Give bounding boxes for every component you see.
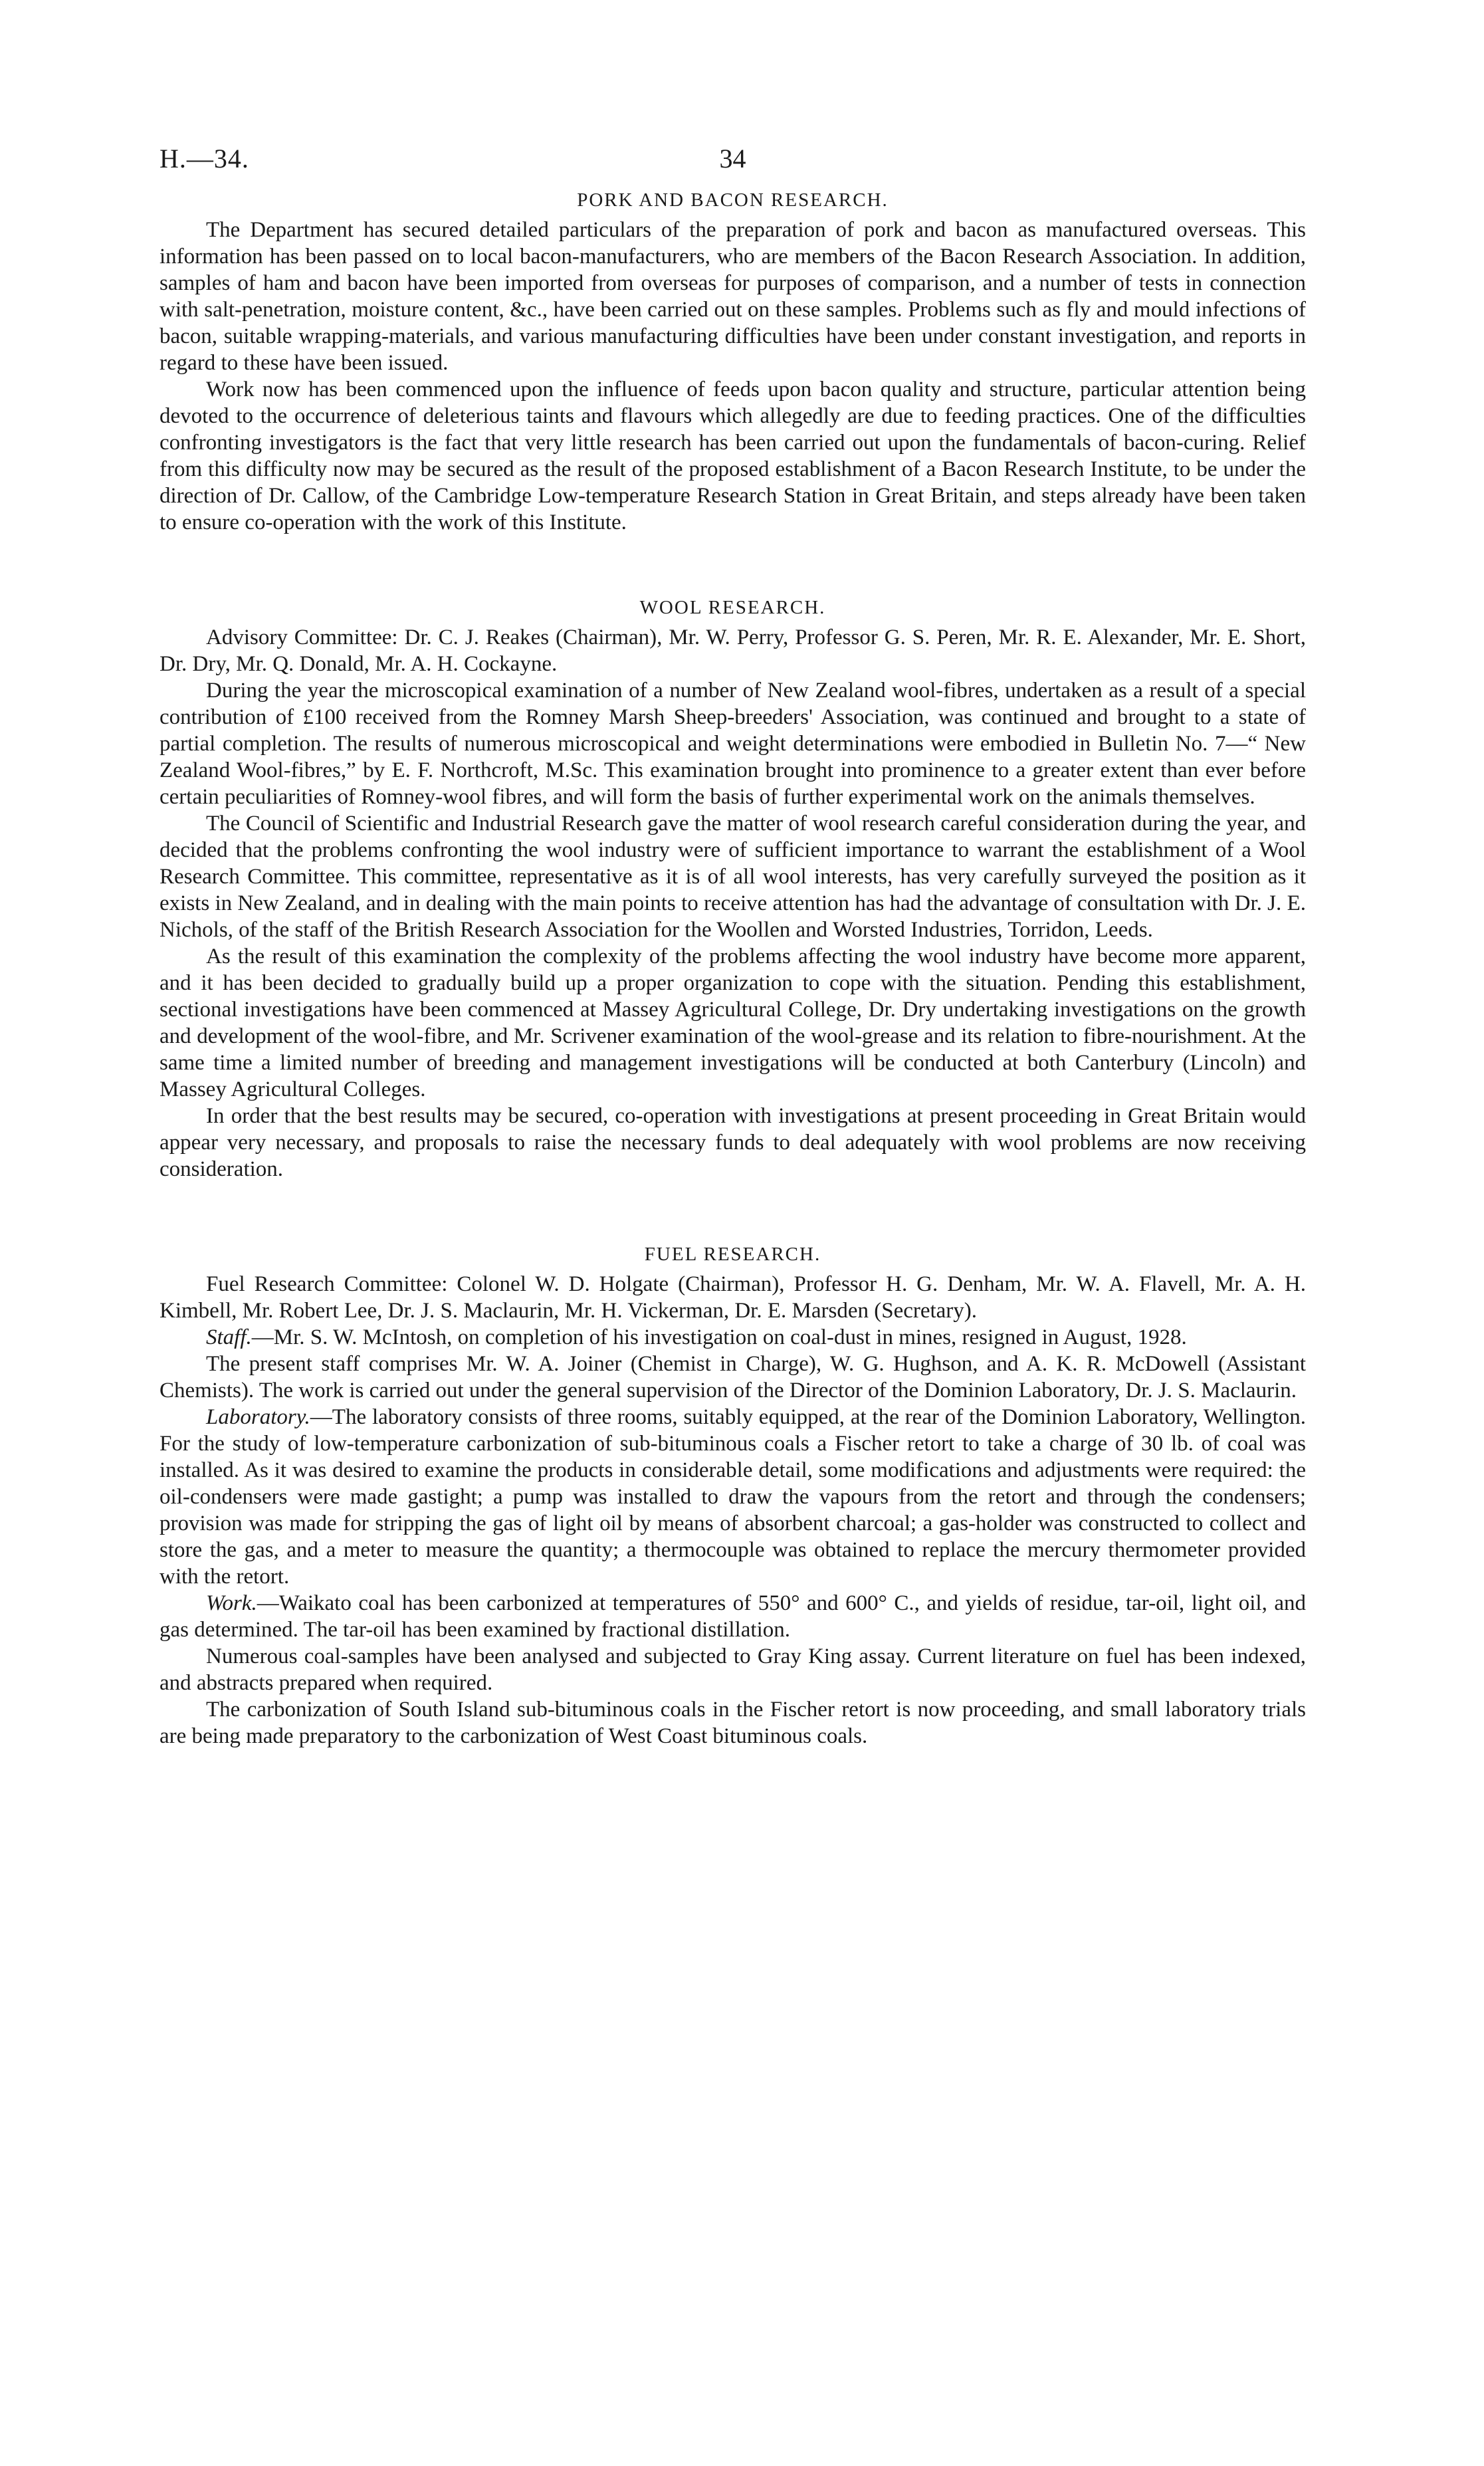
document-page xyxy=(159,143,1306,1749)
section-title-fuel: FUEL RESEARCH. xyxy=(644,1244,821,1265)
laboratory-text: —The laboratory consists of three rooms, suitably equipped, at the rear of the Dominion Laboratory, Wellington. For the study of low-temperature carbonization of sub-bituminous coals a Fischer retort to take a charge of 30 lb. of coal was installed. As it was desired to examine the products in considerable detail, some modifications and adjustments were required: the oil-condensers were made gastight; a pump was installed to draw the vapours from the retort and through the condensers; provision was made for stripping the gas of light oil by means of absorbent charcoal; a gas-holder was constructed to collect and store the gas, and a meter to measure the quantity; a thermocouple was obtained to replace the mercury thermometer provided with the retort. xyxy=(159,1405,1306,1589)
paragraph-present-staff: The present staff comprises Mr. W. A. Joiner (Chemist in Charge), W. G. Hughson, and A. K. R. McDowell (Assistant Chemists). The work is carried out under the general supervision of the Director of the Dominion Laboratory, Dr. J. S. Maclaurin. xyxy=(159,1352,1306,1402)
paragraph-advisory-committee: Advisory Committee: Dr. C. J. Reakes (Chairman), Mr. W. Perry, Professor G. S. Peren, Mr. R. E. Alexander, Mr. E. Short, Dr. Dry, Mr. Q. Donald, Mr. A. H. Cockayne. xyxy=(159,625,1306,676)
paragraph-fuel-committee: Fuel Research Committee: Colonel W. D. Holgate (Chairman), Professor H. G. Denham, Mr. W. A. Flavell, Mr. A. H. Kimbell, Mr. Robert Lee, Dr. J. S. Maclaurin, Mr. H. Vickerman, Dr. E. Marsden (Secretary). xyxy=(159,1272,1306,1323)
paragraph: In order that the best results may be secured, co-operation with investigations at present proceeding in Great Britain would appear very necessary, and proposals to raise the necessary funds to deal adequately with wool problems are now receiving consideration. xyxy=(159,1104,1306,1181)
section-title-pork-bacon: PORK AND BACON RESEARCH. xyxy=(577,189,889,211)
paragraph-laboratory xyxy=(159,1404,1306,1590)
paragraph-staff xyxy=(159,1324,1306,1351)
lead-work: Work. xyxy=(206,1591,257,1615)
lead-staff: Staff. xyxy=(206,1325,252,1349)
section-pork-bacon xyxy=(159,189,1306,536)
page-number: 34 xyxy=(719,144,746,173)
paragraph: The Council of Scientific and Industrial Research gave the matter of wool research careful consideration during the year, and decided that the problems confronting the wool industry were of sufficient importance to warrant the establishment of a Wool Research Committee. This committee, representative as it is of all wool interests, has very carefully surveyed the position as it exists in New Zealand, and in dealing with the main points to receive attention has had the advantage of consultation with Dr. J. E. Nichols, of the staff of the British Research Association for the Woollen and Worsted Industries, Torridon, Leeds. xyxy=(159,812,1306,942)
paragraph-samples: Numerous coal-samples have been analysed and subjected to Gray King assay. Current literature on fuel has been indexed, and abstracts prepared when required. xyxy=(159,1644,1306,1695)
paragraph: The Department has secured detailed particulars of the preparation of pork and bacon as manufactured overseas. This information has been passed on to local bacon-manufacturers, who are members of the Bacon Research Association. In addition, samples of ham and bacon have been imported from overseas for purposes of comparison, and a number of tests in connection with salt-penetration, moisture content, &c., have been carried out on these samples. Problems such as fly and mould infections of bacon, suitable wrapping-materials, and various manufacturing difficulties have been under constant investigation, and reports in regard to these have been issued. xyxy=(159,218,1306,375)
paragraph-carbonization: The carbonization of South Island sub-bituminous coals in the Fischer retort is now proceeding, and small laboratory trials are being made preparatory to the carbonization of West Coast bituminous coals. xyxy=(159,1698,1306,1748)
work-text: —Waikato coal has been carbonized at temperatures of 550° and 600° C., and yields of residue, tar-oil, light oil, and gas determined. The tar-oil has been examined by fractional distillation. xyxy=(159,1591,1306,1642)
paragraph: As the result of this examination the complexity of the problems affecting the wool industry have become more apparent, and it has been decided to gradually build up a proper organization to cope with the situation. Pending this establishment, sectional investigations have been commenced at Massey Agricultural College, Dr. Dry undertaking investigations on the growth and development of the wool-fibre, and Mr. Scrivener examination of the wool-grease and its relation to fibre-nourishment. At the same time a limited number of breeding and management investigations will be conducted at both Canterbury (Lincoln) and Massey Agricultural Colleges. xyxy=(159,945,1306,1101)
lead-laboratory: Laboratory. xyxy=(206,1405,310,1429)
paragraph: During the year the microscopical examination of a number of New Zealand wool-fibres, undertaken as a result of a special contribution of £100 received from the Romney Marsh Sheep-breeders' Association, was continued and brought to a state of partial completion. The results of numerous microscopical and weight determinations were embodied in Bulletin No. 7—“ New Zealand Wool-fibres,” by E. F. Northcroft, M.Sc. This examination brought into prominence to a greater extent than ever before certain peculiarities of Romney-wool fibres, and will form the basis of further experimental work on the animals themselves. xyxy=(159,679,1306,809)
paragraph-work xyxy=(159,1590,1306,1643)
paragraph: Work now has been commenced upon the influence of feeds upon bacon quality and structure, particular attention being devoted to the occurrence of deleterious taints and flavours which allegedly are due to feeding practices. One of the difficulties confronting investigators is the fact that very little research has been carried out upon the fundamentals of bacon-curing. Relief from this difficulty now may be secured as the result of the proposed establishment of a Bacon Research Institute, to be under the direction of Dr. Callow, of the Cambridge Low-temperature Research Station in Great Britain, and steps already have been taken to ensure co-operation with the work of this Institute. xyxy=(159,378,1306,534)
page-header xyxy=(159,143,1306,189)
section-wool xyxy=(159,597,1306,1182)
section-title-wool: WOOL RESEARCH. xyxy=(639,597,826,618)
section-fuel xyxy=(159,1244,1306,1749)
page-id: H.—34. xyxy=(159,144,249,173)
staff-text: —Mr. S. W. McIntosh, on completion of his investigation on coal-dust in mines, resigned in August, 1928. xyxy=(251,1325,1187,1349)
